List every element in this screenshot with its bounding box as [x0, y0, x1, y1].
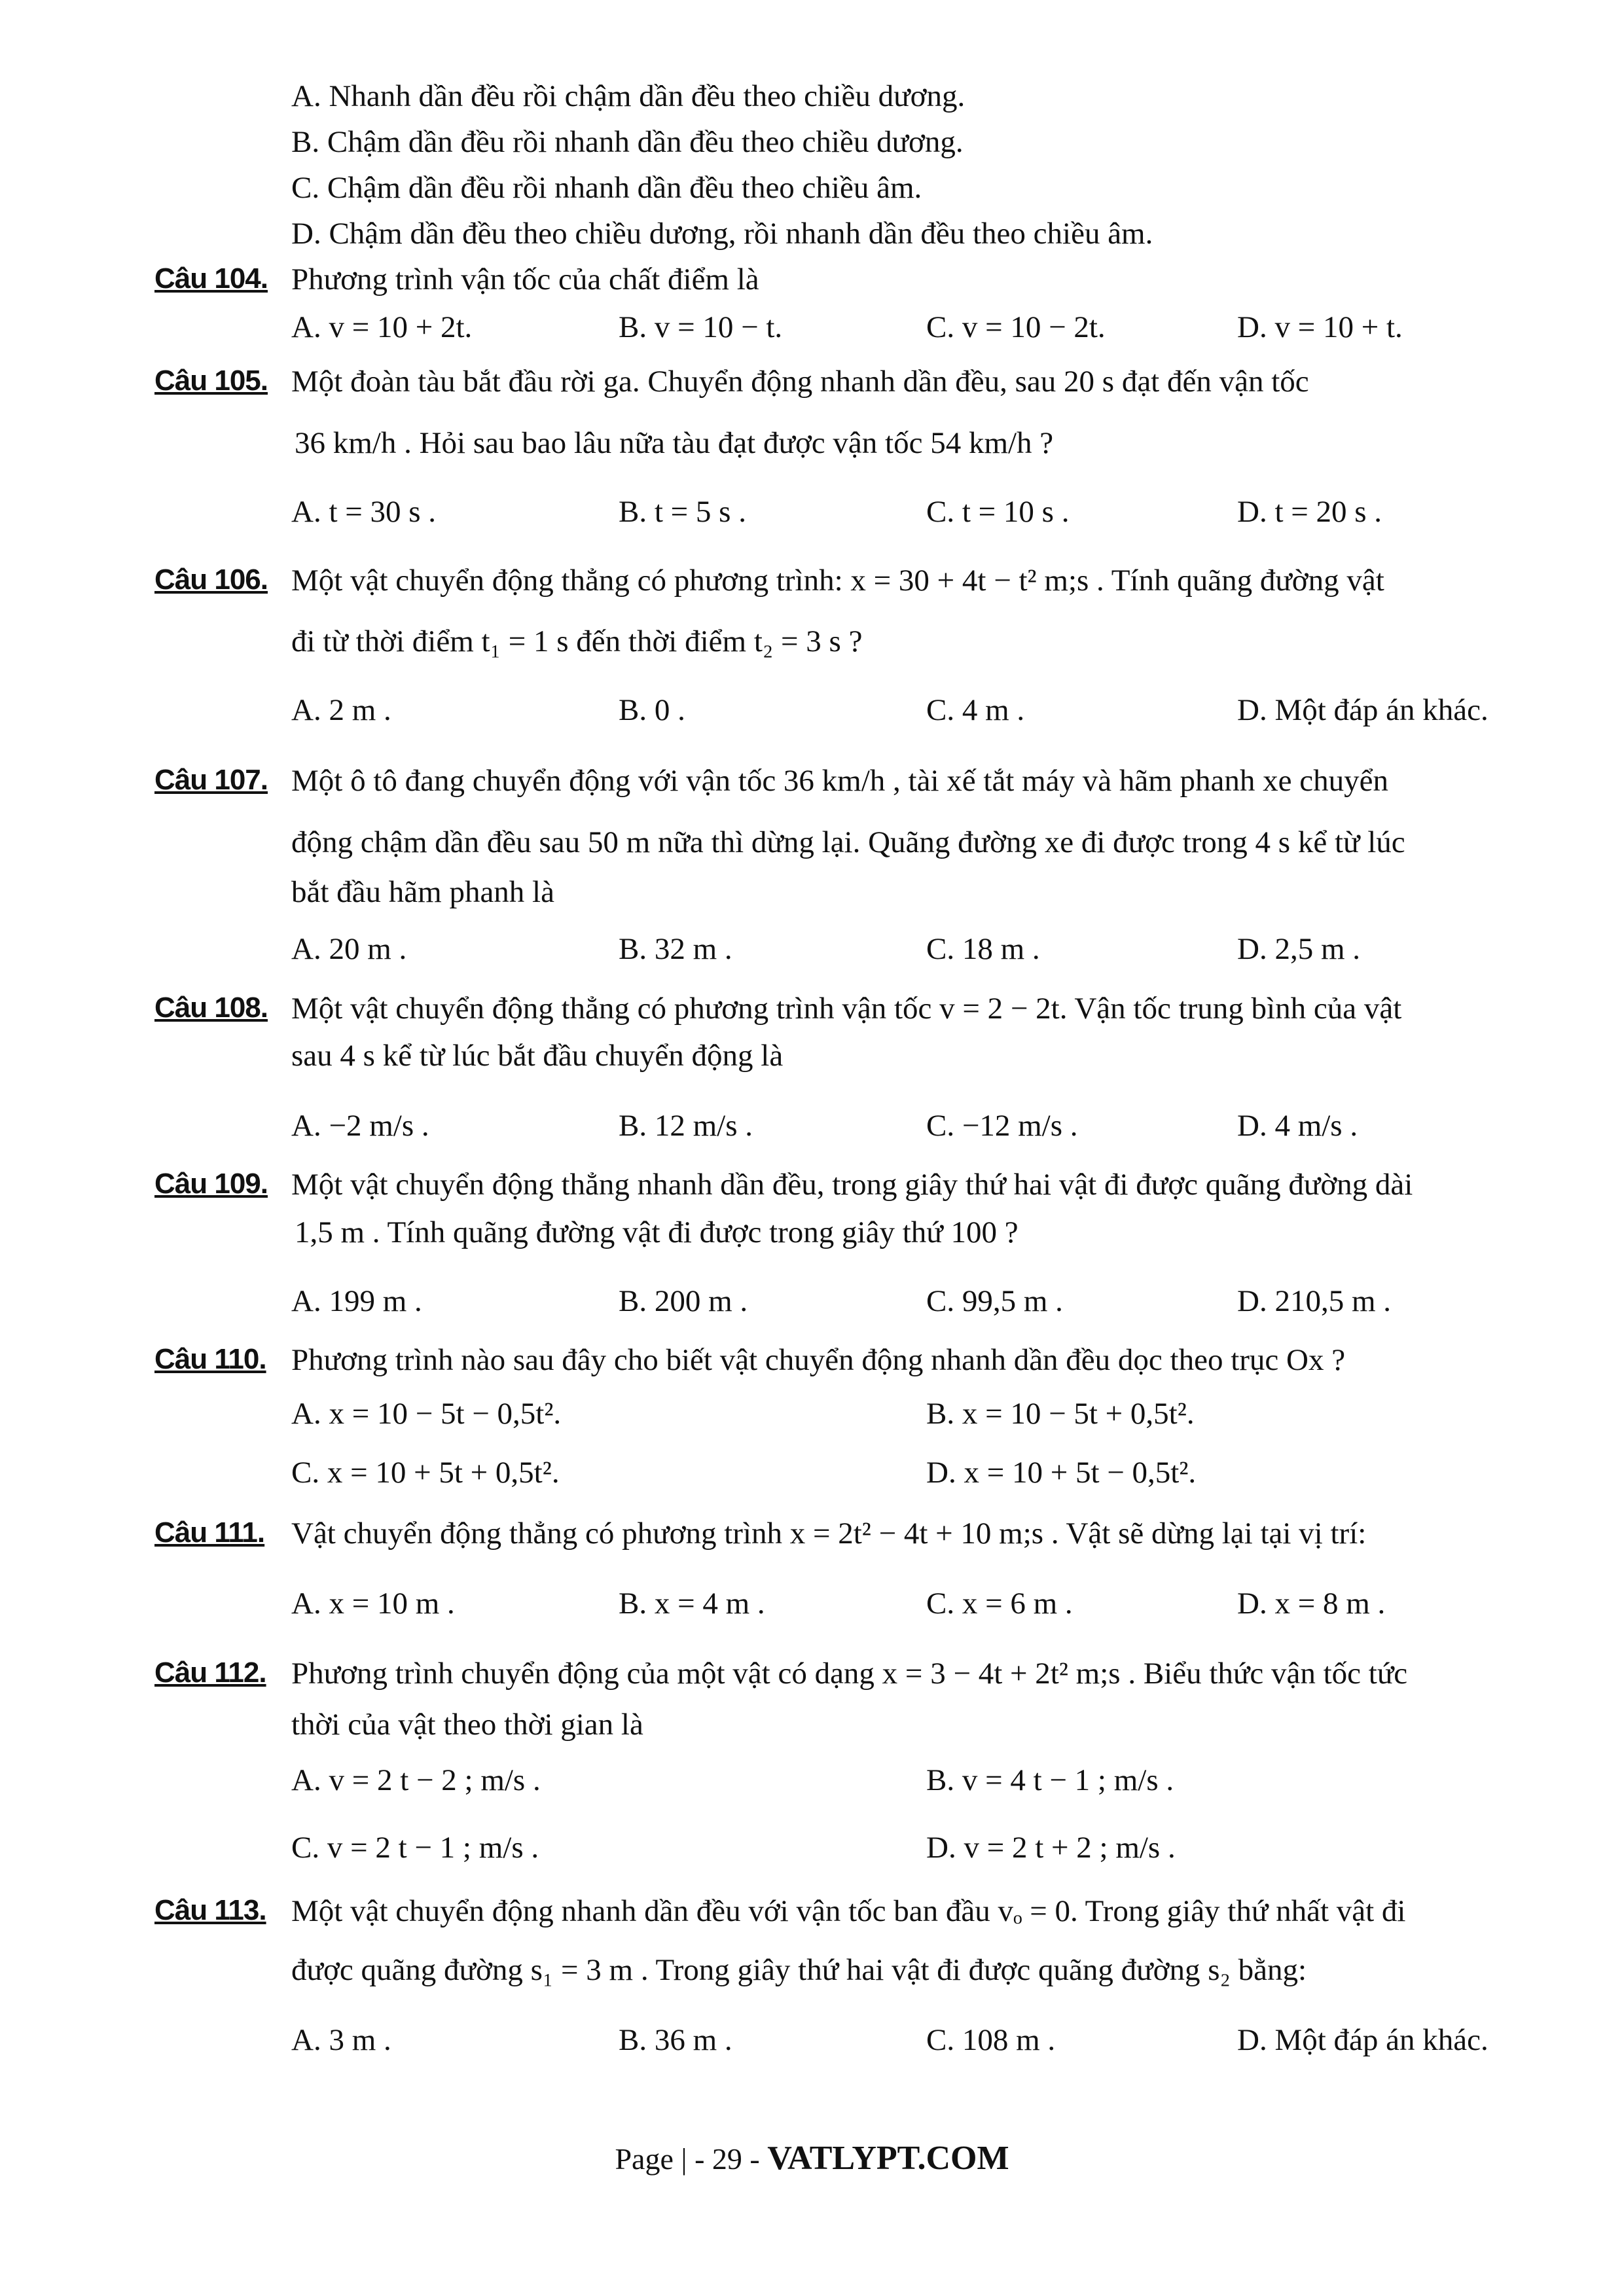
question-text: Một đoàn tàu bắt đầu rời ga. Chuyển động nhanh dần đều, sau 20 s đạt đến vận tốc	[291, 365, 1309, 399]
q113-option-d: D. Một đáp án khác.	[1237, 2023, 1489, 2057]
q113-option-b: B. 36 m .	[619, 2023, 732, 2057]
question-label: Câu 113.	[154, 1894, 266, 1926]
question-text: bắt đầu hãm phanh là	[291, 875, 554, 909]
q109-option-a: A. 199 m .	[291, 1284, 422, 1318]
page-footer	[0, 2139, 1624, 2178]
question-label: Câu 111.	[154, 1516, 265, 1549]
q103-option-c: C. Chậm dần đều rồi nhanh dần đều theo chiều âm.	[291, 171, 922, 205]
q109-option-d: D. 210,5 m .	[1237, 1284, 1391, 1318]
question-text: động chậm dần đều sau 50 m nữa thì dừng lại. Quãng đường xe đi được trong 4 s kể từ lúc	[291, 825, 1405, 859]
page-number: Page | - 29 -	[615, 2142, 768, 2176]
question-label: Câu 112.	[154, 1657, 266, 1689]
question-text: 36 km/h . Hỏi sau bao lâu nữa tàu đạt được vận tốc 54 km/h ?	[295, 426, 1054, 460]
q108-option-b: B. 12 m/s .	[619, 1109, 753, 1143]
question-text: Phương trình nào sau đây cho biết vật chuyển động nhanh dần đều dọc theo trục Ox ?	[291, 1343, 1346, 1377]
q110-option-a: A. x = 10 − 5t − 0,5t².	[291, 1397, 562, 1431]
q112-option-a: A. v = 2 t − 2 ; m/s .	[291, 1763, 541, 1797]
question-text: Một vật chuyển động thẳng có phương trình vận tốc v = 2 − 2t. Vận tốc trung bình của vật	[291, 992, 1402, 1026]
q109-option-b: B. 200 m .	[619, 1284, 748, 1318]
q104-option-d: D. v = 10 + t.	[1237, 310, 1403, 344]
question-text: Một vật chuyển động thẳng có phương trình: x = 30 + 4t − t² m;s . Tính quãng đường vật	[291, 564, 1384, 598]
question-label: Câu 110.	[154, 1343, 266, 1375]
q111-option-d: D. x = 8 m .	[1237, 1587, 1386, 1621]
site-name: VATLYPT.COM	[767, 2140, 1009, 2177]
q111-option-a: A. x = 10 m .	[291, 1587, 455, 1621]
question-text: thời của vật theo thời gian là	[291, 1708, 643, 1742]
q107-option-a: A. 20 m .	[291, 932, 407, 966]
q106-option-d: D. Một đáp án khác.	[1237, 693, 1489, 727]
question-text: 1,5 m . Tính quãng đường vật đi được trong giây thứ 100 ?	[295, 1215, 1019, 1249]
question-text: Một vật chuyển động nhanh dần đều với vận tốc ban đầu vₒ = 0. Trong giây thứ nhất vật đi	[291, 1894, 1406, 1928]
question-text: được quãng đường s₁ = 3 m . Trong giây thứ hai vật đi được quãng đường s₂ bằng:	[291, 1953, 1307, 1987]
q110-option-b: B. x = 10 − 5t + 0,5t².	[926, 1397, 1195, 1431]
q104-option-c: C. v = 10 − 2t.	[926, 310, 1106, 344]
question-label: Câu 104.	[154, 262, 268, 295]
question-text: Một ô tô đang chuyển động với vận tốc 36 km/h , tài xế tắt máy và hãm phanh xe chuyển	[291, 764, 1389, 798]
question-label: Câu 108.	[154, 992, 268, 1024]
question-text: Một vật chuyển động thẳng nhanh dần đều, trong giây thứ hai vật đi được quãng đường dài	[291, 1168, 1413, 1202]
q107-option-c: C. 18 m .	[926, 932, 1040, 966]
question-label: Câu 109.	[154, 1168, 268, 1200]
q108-option-d: D. 4 m/s .	[1237, 1109, 1358, 1143]
q107-option-d: D. 2,5 m .	[1237, 932, 1360, 966]
question-text: Phương trình chuyển động của một vật có dạng x = 3 − 4t + 2t² m;s . Biểu thức vận tốc tức	[291, 1657, 1408, 1691]
question-text: Vật chuyển động thẳng có phương trình x = 2t² − 4t + 10 m;s . Vật sẽ dừng lại tại vị trí:	[291, 1516, 1367, 1551]
q103-option-b: B. Chậm dần đều rồi nhanh dần đều theo chiều dương.	[291, 125, 964, 159]
q104-option-b: B. v = 10 − t.	[619, 310, 783, 344]
question-label: Câu 107.	[154, 764, 268, 796]
q108-option-c: C. −12 m/s .	[926, 1109, 1078, 1143]
q113-option-a: A. 3 m .	[291, 2023, 391, 2057]
q110-option-d: D. x = 10 + 5t − 0,5t².	[926, 1456, 1197, 1490]
question-label: Câu 105.	[154, 365, 268, 397]
q113-option-c: C. 108 m .	[926, 2023, 1056, 2057]
question-label: Câu 106.	[154, 564, 268, 596]
question-text: đi từ thời điểm t₁ = 1 s đến thời điểm t₂ = 3 s ?	[291, 624, 863, 658]
q104-option-a: A. v = 10 + 2t.	[291, 310, 473, 344]
question-text: sau 4 s kể từ lúc bắt đầu chuyển động là	[291, 1039, 784, 1073]
q105-option-a: A. t = 30 s .	[291, 495, 437, 529]
q111-option-b: B. x = 4 m .	[619, 1587, 765, 1621]
q107-option-b: B. 32 m .	[619, 932, 732, 966]
q112-option-d: D. v = 2 t + 2 ; m/s .	[926, 1831, 1176, 1865]
question-text: Phương trình vận tốc của chất điểm là	[291, 262, 759, 296]
q103-option-d: D. Chậm dần đều theo chiều dương, rồi nhanh dần đều theo chiều âm.	[291, 217, 1153, 251]
q112-option-b: B. v = 4 t − 1 ; m/s .	[926, 1763, 1174, 1797]
q106-option-c: C. 4 m .	[926, 693, 1025, 727]
q106-option-a: A. 2 m .	[291, 693, 391, 727]
q111-option-c: C. x = 6 m .	[926, 1587, 1073, 1621]
q105-option-b: B. t = 5 s .	[619, 495, 746, 529]
q106-option-b: B. 0 .	[619, 693, 685, 727]
q112-option-c: C. v = 2 t − 1 ; m/s .	[291, 1831, 539, 1865]
q110-option-c: C. x = 10 + 5t + 0,5t².	[291, 1456, 560, 1490]
q108-option-a: A. −2 m/s .	[291, 1109, 429, 1143]
q109-option-c: C. 99,5 m .	[926, 1284, 1063, 1318]
q105-option-c: C. t = 10 s .	[926, 495, 1070, 529]
q105-option-d: D. t = 20 s .	[1237, 495, 1382, 529]
q103-option-a: A. Nhanh dần đều rồi chậm dần đều theo chiều dương.	[291, 79, 965, 113]
